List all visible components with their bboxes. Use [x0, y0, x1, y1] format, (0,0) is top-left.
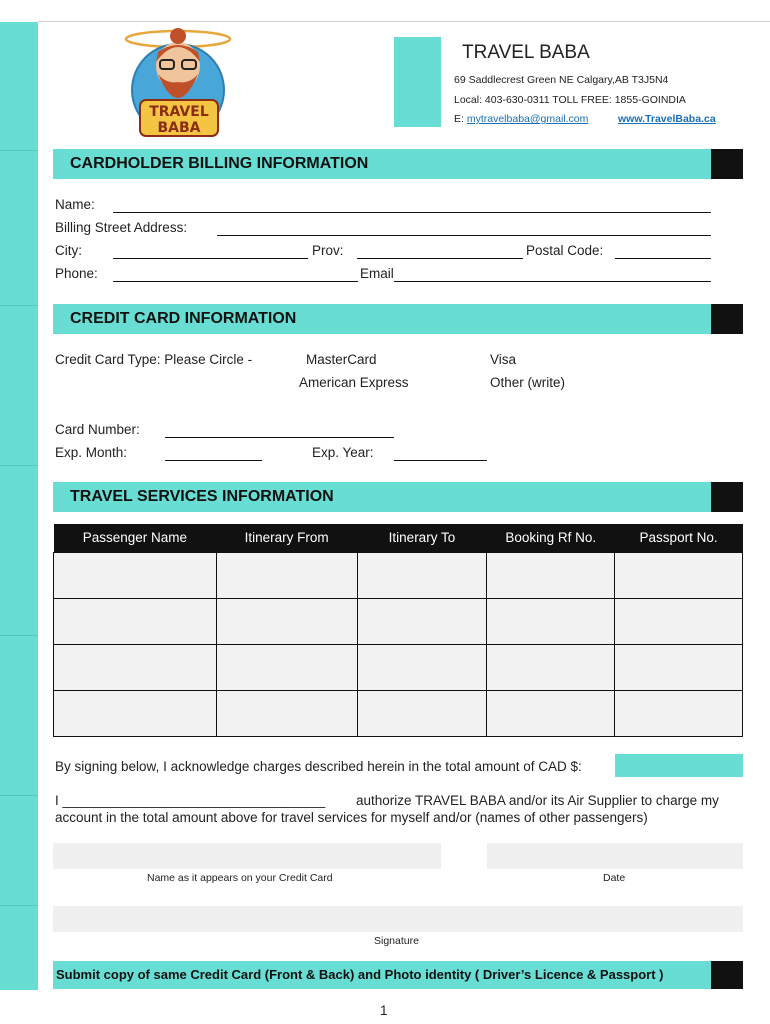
date-field[interactable]	[487, 843, 743, 869]
email-label: Email	[360, 266, 394, 281]
website-link[interactable]: www.TravelBaba.ca	[618, 113, 716, 125]
table-cell[interactable]	[487, 644, 615, 690]
travel-bar-end	[711, 482, 743, 512]
card-type-label: Credit Card Type: Please Circle -	[55, 352, 253, 367]
authorize-prefix: I ___________________________________	[55, 793, 326, 808]
table-cell[interactable]	[615, 690, 743, 736]
email-link[interactable]: mytravelbaba@gmail.com	[466, 113, 589, 125]
credit-bar-end	[711, 304, 743, 334]
table-cell[interactable]	[216, 690, 357, 736]
left-decorative-strip	[0, 22, 38, 990]
card-option-other[interactable]: Other (write)	[490, 375, 566, 390]
company-phones: Local: 403-630-0311 TOLL FREE: 1855-GOINDIA	[454, 94, 686, 106]
table-cell[interactable]	[357, 644, 487, 690]
table-row	[54, 690, 743, 736]
prov-label: Prov:	[312, 243, 344, 258]
signature-field[interactable]	[53, 906, 743, 932]
col-booking-ref: Booking Rf No.	[487, 524, 615, 552]
table-cell[interactable]	[357, 552, 487, 598]
table-cell[interactable]	[54, 644, 217, 690]
travel-baba-logo	[120, 22, 238, 142]
company-email-line	[454, 113, 588, 125]
email-field[interactable]	[394, 281, 711, 282]
left-strip-line	[0, 465, 38, 466]
col-passenger-name: Passenger Name	[54, 524, 217, 552]
signature-caption: Signature	[374, 935, 419, 947]
logo-text-travel: TRAVEL	[149, 104, 209, 120]
card-option-amex[interactable]: American Express	[299, 375, 409, 390]
billing-bar-end	[711, 149, 743, 179]
exp-year-field[interactable]	[394, 460, 487, 461]
table-cell[interactable]	[216, 644, 357, 690]
footer-note-bar	[53, 961, 743, 989]
billing-section-title: CARDHOLDER BILLING INFORMATION	[70, 155, 369, 172]
table-cell[interactable]	[615, 552, 743, 598]
left-strip-line	[0, 905, 38, 906]
name-field[interactable]	[113, 212, 711, 213]
table-cell[interactable]	[615, 644, 743, 690]
prov-field[interactable]	[357, 258, 523, 259]
col-passport-no: Passport No.	[615, 524, 743, 552]
card-number-field[interactable]	[165, 437, 394, 438]
company-name: TRAVEL BABA	[462, 42, 590, 63]
table-header-row	[54, 524, 743, 552]
card-option-mastercard[interactable]: MasterCard	[306, 352, 377, 367]
acknowledge-text: By signing below, I acknowledge charges described herein in the total amount of CAD $:	[55, 759, 582, 774]
exp-year-label: Exp. Year:	[312, 445, 374, 460]
table-row	[54, 552, 743, 598]
postal-label: Postal Code:	[526, 243, 604, 258]
table-cell[interactable]	[615, 598, 743, 644]
street-field[interactable]	[217, 235, 711, 236]
footer-bar-end	[711, 961, 743, 989]
travel-section-bar	[53, 482, 743, 512]
col-itinerary-from: Itinerary From	[216, 524, 357, 552]
city-label: City:	[55, 243, 82, 258]
exp-month-label: Exp. Month:	[55, 445, 128, 460]
table-cell[interactable]	[487, 690, 615, 736]
logo-text-baba: BABA	[157, 120, 201, 136]
city-field[interactable]	[113, 258, 308, 259]
street-label: Billing Street Address:	[55, 220, 188, 235]
table-row	[54, 644, 743, 690]
page-number: 1	[380, 1003, 388, 1018]
table-cell[interactable]	[357, 690, 487, 736]
travel-section-title: TRAVEL SERVICES INFORMATION	[70, 488, 334, 505]
name-label: Name:	[55, 197, 95, 212]
cardholder-name-field[interactable]	[53, 843, 441, 869]
table-cell[interactable]	[216, 598, 357, 644]
card-option-visa[interactable]: Visa	[490, 352, 517, 367]
table-cell[interactable]	[54, 598, 217, 644]
left-strip-line	[0, 305, 38, 306]
table-cell[interactable]	[54, 690, 217, 736]
travel-services-table	[53, 524, 743, 737]
authorize-suffix: authorize TRAVEL BABA and/or its Air Supplier to charge my	[356, 793, 719, 808]
table-cell[interactable]	[54, 552, 217, 598]
left-strip-line	[0, 150, 38, 151]
card-number-label: Card Number:	[55, 422, 140, 437]
left-strip-line	[0, 795, 38, 796]
table-cell[interactable]	[487, 552, 615, 598]
authorize-line2: account in the total amount above for travel services for myself and/or (names of other passengers)	[55, 810, 648, 825]
phone-field[interactable]	[113, 281, 358, 282]
col-itinerary-to: Itinerary To	[357, 524, 487, 552]
billing-section-bar	[53, 149, 743, 179]
left-strip-line	[0, 635, 38, 636]
company-address: 69 Saddlecrest Green NE Calgary,AB T3J5N4	[454, 74, 669, 86]
footer-note: Submit copy of same Credit Card (Front & Back) and Photo identity ( Driver’s Licence & Passport )	[56, 967, 664, 982]
table-cell[interactable]	[357, 598, 487, 644]
exp-month-field[interactable]	[165, 460, 262, 461]
table-cell[interactable]	[216, 552, 357, 598]
credit-section-bar	[53, 304, 743, 334]
credit-section-title: CREDIT CARD INFORMATION	[70, 310, 297, 327]
email-prefix: E:	[454, 113, 464, 125]
date-caption: Date	[603, 872, 626, 884]
table-row	[54, 598, 743, 644]
name-caption: Name as it appears on your Credit Card	[147, 872, 333, 884]
header-accent-block	[394, 37, 441, 127]
cad-amount-field[interactable]	[615, 754, 743, 777]
postal-field[interactable]	[615, 258, 711, 259]
phone-label: Phone:	[55, 266, 98, 281]
table-cell[interactable]	[487, 598, 615, 644]
